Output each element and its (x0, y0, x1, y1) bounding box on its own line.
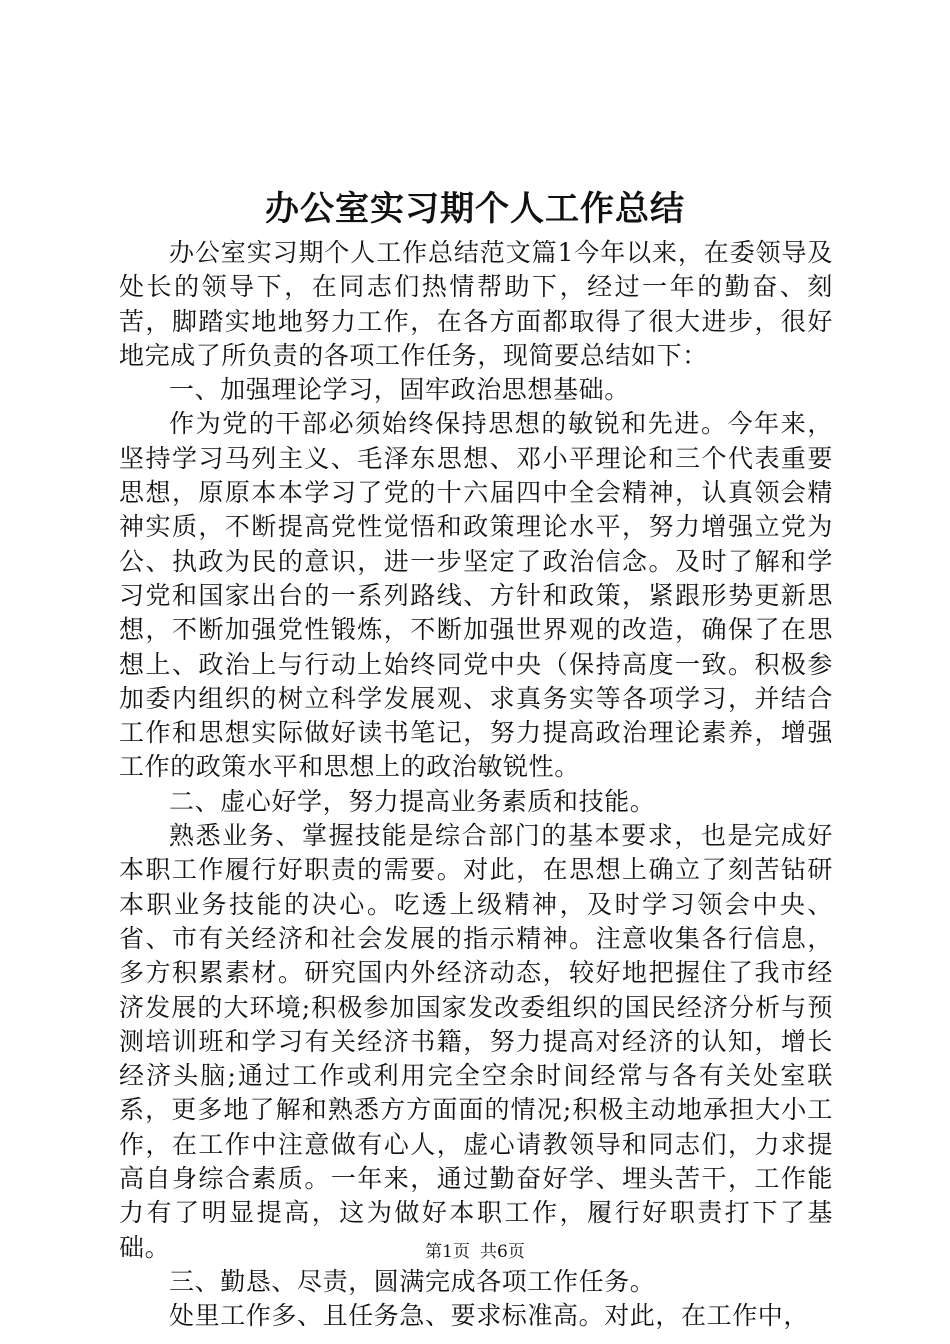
section-heading-1: 一、加强理论学习，固牢政治思想基础。 (169, 375, 630, 405)
paragraph-theory-study: 作为党的干部必须始终保持思想的敏锐和先进。今年来，坚持学习马列主义、毛泽东思想、邓小平理论和三个代表重要思想，原原本本学习了党的十六届四中全会精神，认真领会精神实质，不断提高党性觉悟和政策理论水平，努力增强立党为公、执政为民的意识，进一步坚定了政治信念。及时了解和学习党和国家出台的一系列路线、方针和政策，紧跟形势更新思想，不断加强党性锻炼，不断加强世界观的改造，确保了在思想上、政治上与行动上始终同党中央（保持高度一致。积极参加委内组织的树立科学发展观、求真务实等各项学习，并结合工作和思想实际做好读书笔记，努力提高政治理论素养，增强工作的政策水平和思想上的政治敏锐性。 (119, 409, 833, 782)
section-heading-3: 三、勤恳、尽责，圆满完成各项工作任务。 (169, 1266, 656, 1296)
document-title: 办公室实习期个人工作总结 (265, 189, 685, 229)
section-heading-2: 二、虚心好学，努力提高业务素质和技能。 (169, 786, 656, 816)
page-footer (0, 1240, 950, 1264)
paragraph-business-skills: 熟悉业务、掌握技能是综合部门的基本要求，也是完成好本职工作履行好职责的需要。对此，在思想上确立了刻苦钻研本职业务技能的决心。吃透上级精神，及时学习领会中央、省、市有关经济和社会发展的指示精神。注意收集各行信息，多方积累素材。研究国内外经济动态，较好地把握住了我市经济发展的大环境;积极参加国家发改委组织的国民经济分析与预测培训班和学习有关经济书籍，努力提高对经济的认知，增长经济头脑;通过工作或利用完全空余时间经常与各有关处室联系，更多地了解和熟悉方方面面的情况;积极主动地承担大小工作，在工作中注意做有心人，虚心请教领导和同志们，力求提高自身综合素质。一年来，通过勤奋好学、埋头苦干，工作能力有了明显提高，这为做好本职工作，履行好职责打下了基础。 (119, 821, 833, 1262)
document-body (119, 236, 833, 1334)
page-number: 第1页 (425, 1242, 470, 1262)
paragraph-intro: 办公室实习期个人工作总结范文篇1今年以来，在委领导及处长的领导下，在同志们热情帮助下，经过一年的勤奋、刻苦，脚踏实地地努力工作，在各方面都取得了很大进步，很好地完成了所负责的各项工作任务，现简要总结如下： (119, 238, 833, 370)
paragraph-work-tasks: 处里工作多、且任务急、要求标准高。对此，在工作中， (169, 1301, 810, 1331)
page-total: 共6页 (480, 1242, 525, 1262)
